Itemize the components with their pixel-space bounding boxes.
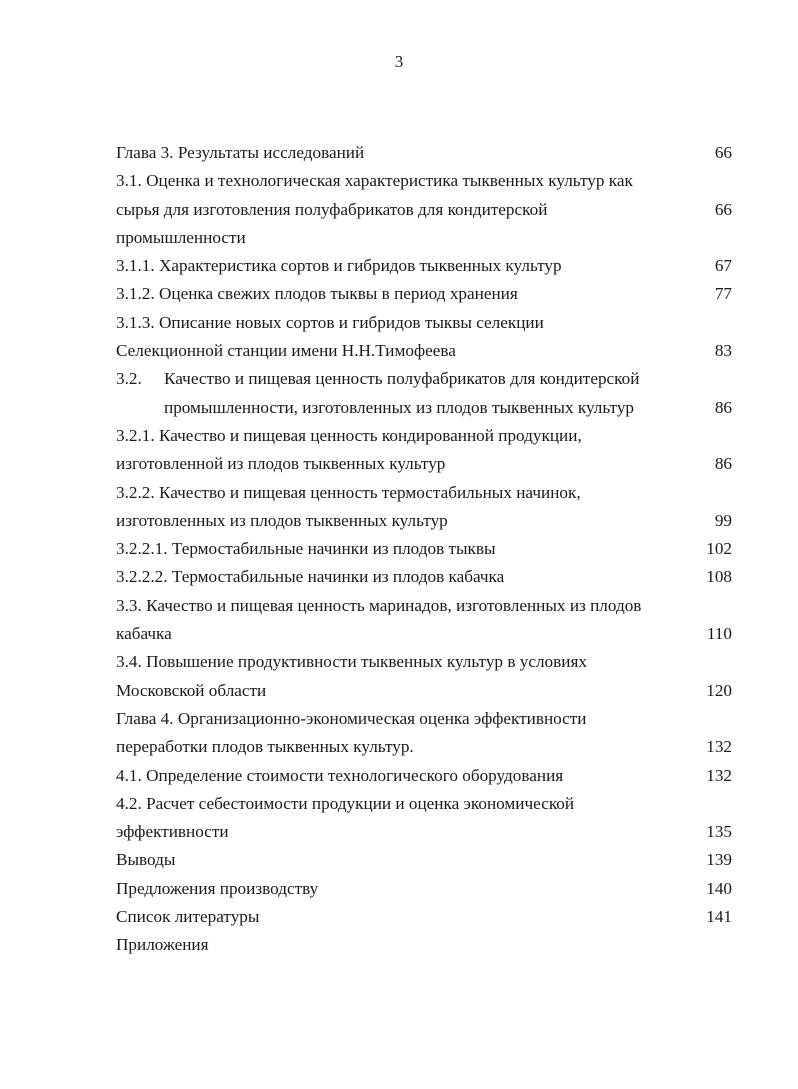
toc-page-number: 102: [706, 539, 732, 559]
toc-entry-text: Селекционной станции имени Н.Н.Тимофеева: [116, 341, 456, 361]
toc-entry-text: переработки плодов тыквенных культур.: [116, 737, 414, 757]
toc-line: [116, 846, 736, 874]
toc-page-number: 141: [706, 907, 732, 927]
toc-entry-text: Московской области: [116, 680, 267, 700]
toc-line: [116, 422, 736, 450]
toc-line: [116, 479, 736, 507]
toc-line: [116, 507, 736, 535]
toc-page-number: 67: [714, 256, 732, 276]
toc-line: [116, 365, 736, 393]
toc-line: [116, 790, 736, 818]
toc-entry-text: эффективности: [116, 822, 229, 842]
toc-entry-text: 3.3. Качество и пищевая ценность маринадов, изготовленных из плодов: [116, 595, 642, 615]
toc-page-number: 77: [714, 284, 732, 304]
toc-page-number: 132: [706, 737, 732, 757]
toc-page-number: 135: [706, 822, 732, 842]
toc-line: [116, 903, 736, 931]
toc-entry-text: сырья для изготовления полуфабрикатов для кондитерской: [116, 199, 548, 219]
toc-line: [116, 309, 736, 337]
toc-line: [116, 818, 736, 846]
toc-page-number: 120: [706, 680, 732, 700]
toc-page-number: 86: [714, 397, 732, 417]
toc-line: [116, 196, 736, 224]
toc-line: [116, 677, 736, 705]
toc-entry-text: промышленности: [116, 227, 246, 247]
toc-entry-text: 3.2.1. Качество и пищевая ценность кондированной продукции,: [116, 425, 582, 445]
toc-entry-text: 3.1.3. Описание новых сортов и гибридов тыквы селекции: [116, 312, 544, 332]
toc-line: [116, 450, 736, 478]
toc-entry-text: 4.2. Расчет себестоимости продукции и оценка экономической: [116, 793, 575, 813]
toc-line: [116, 563, 736, 591]
toc-line: [116, 592, 736, 620]
toc-entry-text: 3.1.1. Характеристика сортов и гибридов тыквенных культур: [116, 256, 562, 276]
toc-entry-text: Список литературы: [116, 907, 260, 927]
toc-line: [116, 931, 736, 959]
toc-entry-text: изготовленных из плодов тыквенных культур: [116, 510, 448, 530]
toc-page-number: 66: [714, 199, 732, 219]
toc-entry-text: 4.1. Определение стоимости технологического оборудования: [116, 765, 564, 785]
toc-page-number: 139: [706, 850, 732, 870]
toc-page-number: 108: [706, 567, 732, 587]
toc-entry-text: 3.4. Повышение продуктивности тыквенных культур в условиях: [116, 652, 587, 672]
toc-page-number: 83: [714, 341, 732, 361]
toc-entry-text: Предложения производству: [116, 878, 319, 898]
toc-entry-text: 3.1.2. Оценка свежих плодов тыквы в период хранения: [116, 284, 518, 304]
toc-entry-text: Глава 3. Результаты исследований: [116, 143, 365, 162]
toc-entry-text: кабачка: [116, 624, 172, 644]
toc-line: [116, 252, 736, 280]
table-of-contents: [116, 139, 736, 960]
toc-line: [116, 535, 736, 563]
toc-page-number: 86: [714, 454, 732, 474]
toc-line: [116, 705, 736, 733]
toc-entry-text: 3.2.2.2. Термостабильные начинки из плодов кабачка: [116, 567, 505, 587]
toc-page-number: 110: [706, 624, 732, 644]
toc-line: [116, 394, 736, 422]
toc-entry-text: Приложения: [116, 935, 209, 955]
toc-page-number: 66: [714, 143, 732, 162]
toc-section-number: 3.2.: [116, 369, 142, 389]
toc-line: [116, 224, 736, 252]
toc-entry-text: 3.1. Оценка и технологическая характеристика тыквенных культур как: [116, 171, 633, 191]
toc-entry-text: изготовленной из плодов тыквенных культур: [116, 454, 446, 474]
toc-entry-text: 3.2.2. Качество и пищевая ценность термостабильных начинок,: [116, 482, 581, 502]
toc-line: [116, 648, 736, 676]
toc-section-title: Качество и пищевая ценность полуфабрикатов для кондитерской: [164, 369, 640, 389]
toc-line: [116, 733, 736, 761]
page-number: 3: [394, 52, 404, 71]
toc-line: [116, 167, 736, 195]
toc-line: [116, 875, 736, 903]
toc-entry-text: [116, 365, 639, 393]
toc-line: [116, 762, 736, 790]
toc-entry-text: Выводы: [116, 850, 176, 870]
toc-line: [116, 620, 736, 648]
toc-page-number: 140: [706, 878, 732, 898]
toc-page-number: 132: [706, 765, 732, 785]
toc-entry-text: промышленности, изготовленных из плодов тыквенных культур: [164, 397, 635, 417]
toc-line: [116, 139, 736, 167]
toc-page-number: 99: [714, 510, 732, 530]
toc-line: [116, 280, 736, 308]
toc-entry-text: Глава 4. Организационно-экономическая оценка эффективности: [116, 708, 587, 728]
toc-line: [116, 337, 736, 365]
toc-entry-text: 3.2.2.1. Термостабильные начинки из плодов тыквы: [116, 539, 496, 559]
